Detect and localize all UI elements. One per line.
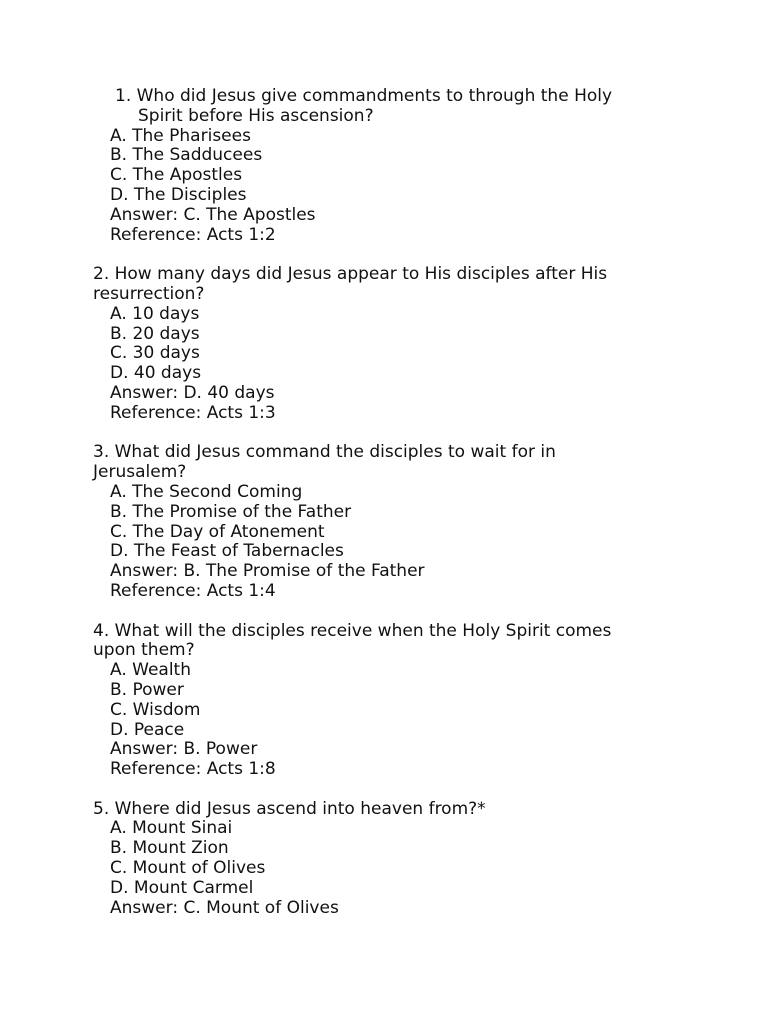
answer-line: Answer: B. The Promise of the Father — [110, 561, 425, 582]
option-c: C. The Day of Atonement — [110, 521, 325, 542]
option-b: B. Power — [110, 679, 184, 700]
question-4 — [93, 622, 653, 780]
question-2 — [93, 265, 653, 423]
option-b: B. Mount Zion — [110, 838, 229, 859]
option-b: B. The Promise of the Father — [110, 501, 352, 522]
option-c: C. Wisdom — [110, 699, 201, 720]
option-d: D. The Disciples — [110, 184, 247, 205]
question-text: 4. What will the disciples receive when the Holy Spirit comes upon them? — [93, 620, 612, 661]
answer-line: Answer: C. The Apostles — [110, 204, 316, 225]
option-d: D. Peace — [110, 719, 185, 740]
option-a: A. Wealth — [110, 660, 191, 681]
reference-line: Reference: Acts 1:8 — [110, 759, 276, 780]
answer-line: Answer: D. 40 days — [110, 382, 275, 403]
option-a: A. The Second Coming — [110, 481, 303, 502]
question-text: 2. How many days did Jesus appear to His disciples after His resurrection? — [93, 264, 608, 304]
option-c: C. 30 days — [110, 343, 200, 364]
question-3 — [93, 443, 653, 601]
option-d: D. The Feast of Tabernacles — [110, 541, 344, 562]
option-a: A. Mount Sinai — [110, 818, 233, 839]
option-c: C. Mount of Olives — [110, 858, 266, 879]
reference-line: Reference: Acts 1:4 — [110, 580, 276, 601]
option-a: A. 10 days — [110, 303, 200, 324]
option-d: D. Mount Carmel — [110, 877, 254, 898]
question-text: 5. Where did Jesus ascend into heaven from?* — [93, 798, 486, 819]
quiz-document — [93, 87, 653, 938]
answer-line: Answer: C. Mount of Olives — [110, 897, 339, 918]
option-a: A. The Pharisees — [110, 125, 251, 146]
reference-line: Reference: Acts 1:3 — [110, 402, 276, 423]
reference-line: Reference: Acts 1:2 — [110, 224, 276, 245]
question-text: 1. Who did Jesus give commandments to through the Holy Spirit before His ascension? — [115, 86, 613, 126]
question-5 — [93, 800, 653, 919]
option-c: C. The Apostles — [110, 165, 243, 186]
option-d: D. 40 days — [110, 363, 202, 384]
answer-line: Answer: B. Power — [110, 739, 258, 760]
option-b: B. 20 days — [110, 323, 200, 344]
question-1 — [93, 87, 653, 245]
option-b: B. The Sadducees — [110, 145, 263, 166]
question-text: 3. What did Jesus command the disciples to wait for in Jerusalem? — [93, 442, 556, 483]
